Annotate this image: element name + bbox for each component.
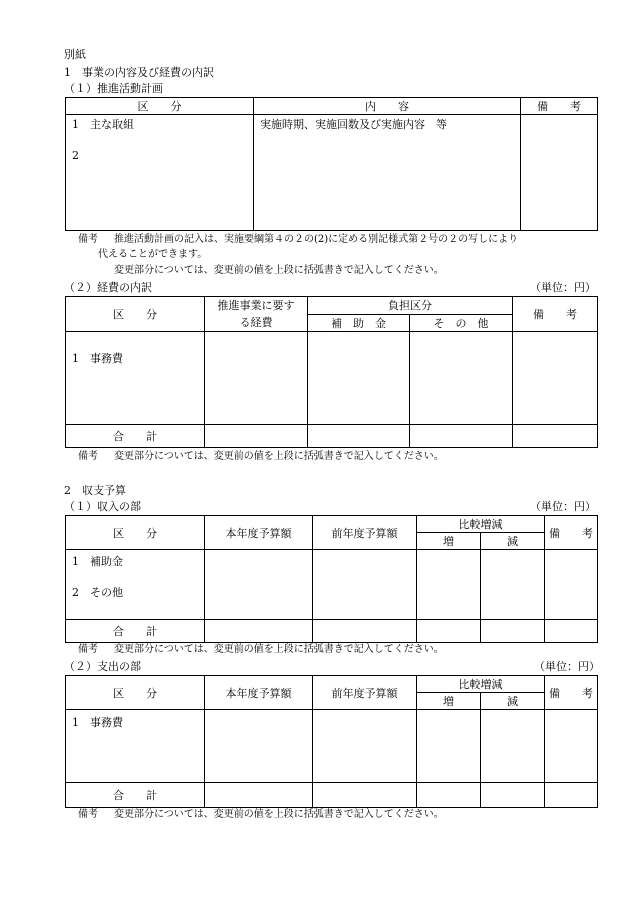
income-header-gen: 減 [481,533,545,550]
unit-label-3: （単位：円） [534,660,600,673]
expense-cell [410,332,513,425]
expense-header-suishin-line2: る経費 [239,316,273,329]
outgo-header-zo: 増 [417,693,481,710]
section-1-title: 1 事業の内容及び経費の内訳 [64,66,214,79]
note-1-line-2: 代えることができます。 [98,249,208,260]
income-cell [205,620,313,643]
section-2-title: 2 収支予算 [64,484,126,497]
note-3-head: 備考 [78,644,98,655]
income-cell [481,550,545,620]
outgo-header-kubun: 区 分 [66,676,205,710]
income-row-sonota: 2 その他 [72,586,123,599]
expense-cell [513,425,598,448]
outgo-cell [481,783,545,808]
expense-cell [205,425,308,448]
expense-row-jimuhi: 1 事務費 [66,332,205,425]
expense-table [65,296,598,448]
plan-kubun-cell [66,115,254,231]
outgo-table [65,675,598,808]
expense-cell [308,332,410,425]
income-header-kubun: 区 分 [66,516,205,550]
section-2-2-title: （２）支出の部 [64,660,141,673]
expense-header-hojokin: 補 助 金 [308,314,410,332]
outgo-header-hikaku: 比較増減 [417,676,545,693]
plan-table [65,97,598,231]
income-cell [545,550,598,620]
section-2-1-title: （１）収入の部 [64,500,141,513]
plan-row1-content: 実施時期、実施回数及び実施内容 等 [260,118,447,131]
note-4-head: 備考 [78,809,98,820]
income-cell [313,620,417,643]
expense-header-futan: 負担区分 [308,297,513,315]
plan-header-naiyo: 内 容 [254,98,521,115]
income-row-total: 合 計 [66,620,205,643]
expense-header-biko: 備 考 [513,297,598,332]
income-row-hojokin: 1 補助金 [72,555,123,568]
note-3-line: 変更部分については、変更前の値を上段に括弧書きで記入してください。 [114,644,444,655]
section-1-1-title: （１）推進活動計画 [64,82,163,95]
plan-header-kubun: 区 分 [66,98,254,115]
income-cell [313,550,417,620]
income-header-zo: 増 [417,533,481,550]
income-header-honnendo: 本年度予算額 [205,516,313,550]
note-2-head: 備考 [78,451,98,462]
outgo-cell [205,783,313,808]
income-header-hikaku: 比較増減 [417,516,545,533]
outgo-cell [417,710,481,783]
income-label-cell [66,550,205,620]
note-1-line-1: 推進活動計画の記入は、実施要綱第４の２の(2)に定める別記様式第２号の２の写しにより [114,234,519,245]
outgo-header-gen: 減 [481,693,545,710]
income-cell [481,620,545,643]
plan-row1-label: 1 主な取組 [72,118,134,131]
note-1-head: 備考 [78,234,98,245]
income-table [65,515,598,643]
outgo-header-honnendo: 本年度予算額 [205,676,313,710]
plan-biko-cell [521,115,598,231]
note-4-line: 変更部分については、変更前の値を上段に括弧書きで記入してください。 [114,809,444,820]
income-cell [417,550,481,620]
unit-label-1: （単位：円） [530,281,596,294]
note-1-line-3: 変更部分については、変更前の値を上段に括弧書きで記入してください。 [114,265,444,276]
expense-cell [205,332,308,425]
note-2-line: 変更部分については、変更前の値を上段に括弧書きで記入してください。 [114,451,444,462]
outgo-cell [481,710,545,783]
expense-row-total: 合 計 [66,425,205,448]
outgo-header-zennendo: 前年度予算額 [313,676,417,710]
plan-header-biko: 備 考 [521,98,598,115]
income-cell [205,550,313,620]
outgo-row-total: 合 計 [66,783,205,808]
expense-header-suishin [205,297,308,332]
income-header-biko: 備 考 [545,516,598,550]
plan-content-cell [254,115,521,231]
expense-cell [513,332,598,425]
unit-label-2: （単位：円） [530,500,596,513]
expense-header-suishin-line1: 推進事業に要す [217,299,295,312]
appendix-label: 別紙 [64,48,86,61]
outgo-cell [205,710,313,783]
outgo-cell [545,710,598,783]
outgo-header-biko: 備 考 [545,676,598,710]
outgo-row-jimuhi: 1 事務費 [66,710,205,783]
section-1-2-title: （２）経費の内訳 [64,281,152,294]
outgo-cell [313,710,417,783]
expense-cell [308,425,410,448]
income-cell [417,620,481,643]
outgo-cell [417,783,481,808]
plan-row2-label: 2 [72,149,79,162]
income-header-zennendo: 前年度予算額 [313,516,417,550]
income-cell [545,620,598,643]
outgo-cell [545,783,598,808]
expense-header-sonota: そ の 他 [410,314,513,332]
outgo-cell [313,783,417,808]
expense-cell [410,425,513,448]
expense-header-kubun: 区 分 [66,297,205,332]
